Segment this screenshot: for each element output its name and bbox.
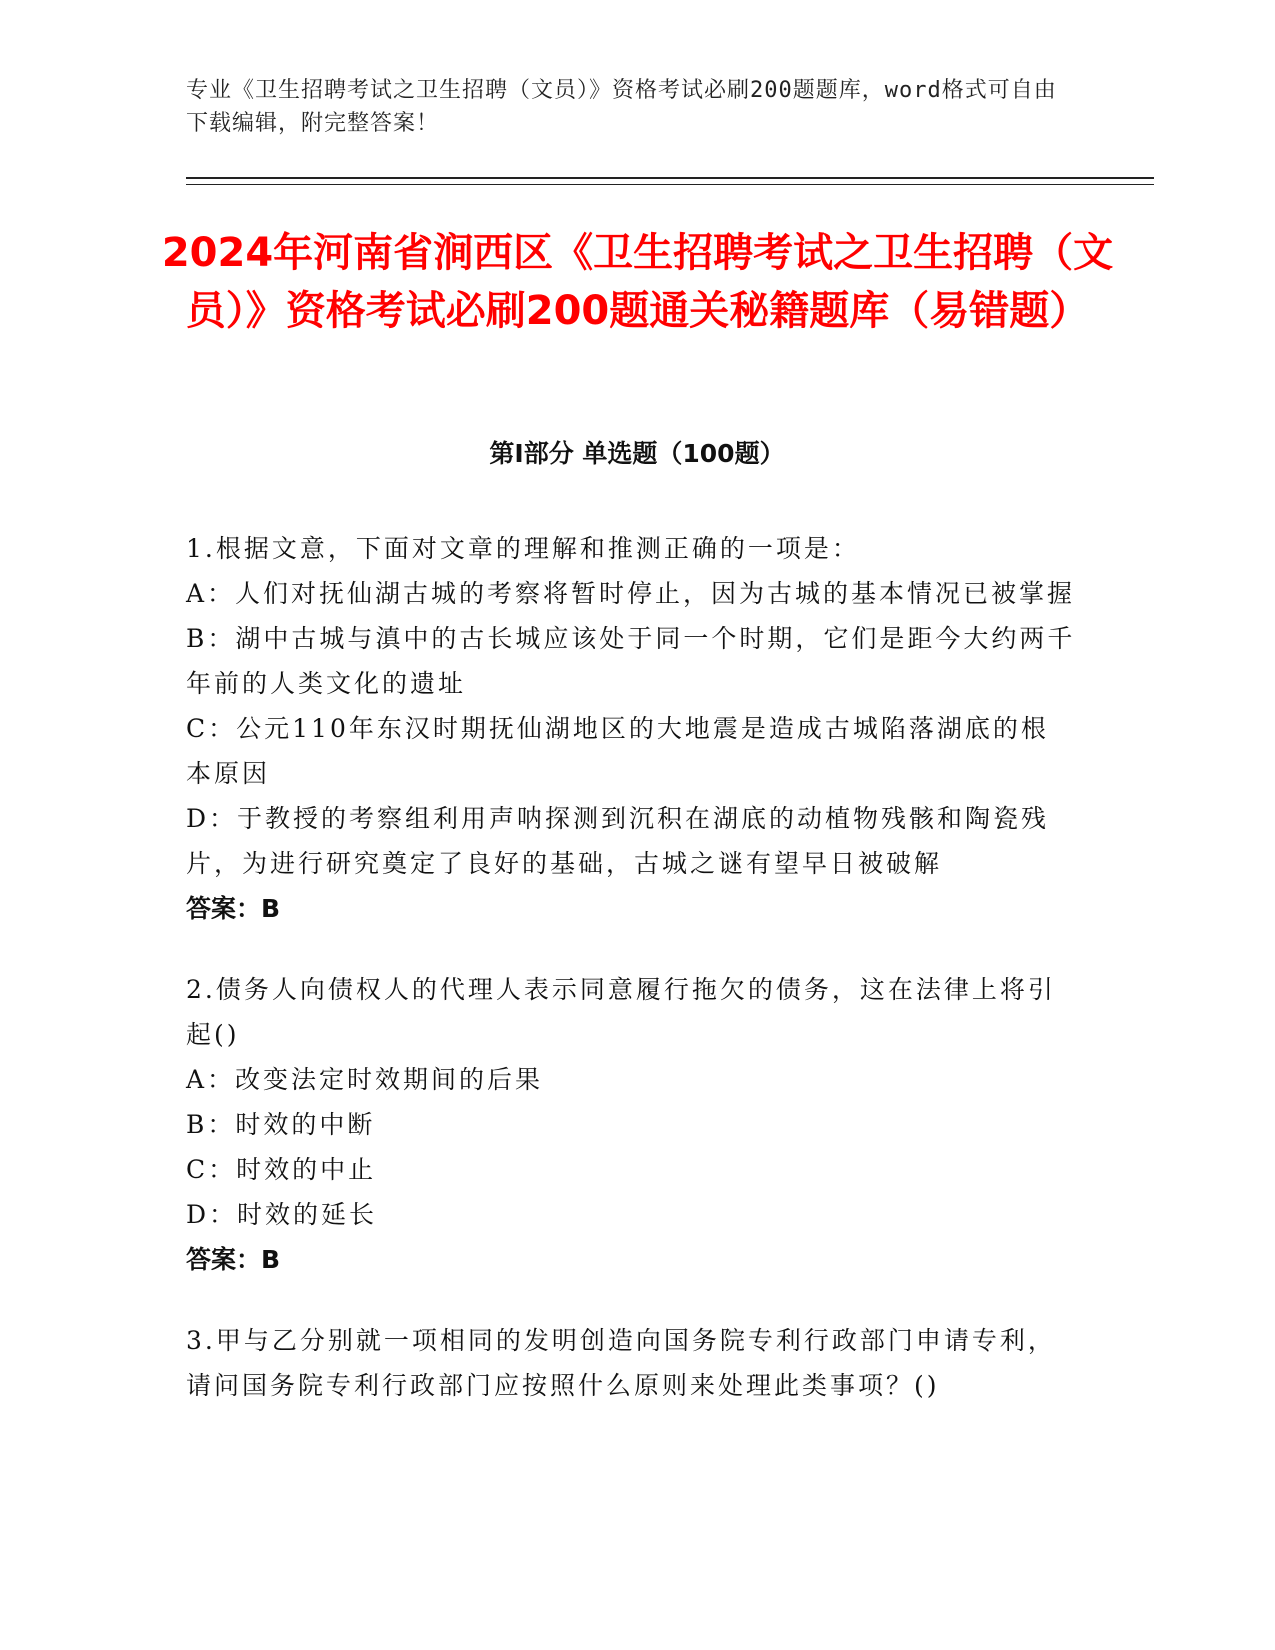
option-b: B：时效的中断 (186, 1110, 376, 1139)
answer-line: 答案：B (186, 894, 281, 923)
answer-line: 答案：B (186, 1245, 281, 1274)
question-stem: 2.债务人向债权人的代理人表示同意履行拖欠的债务，这在法律上将引起() (186, 975, 1056, 1049)
section-title: 第Ⅰ部分 单选题（100题） (489, 439, 785, 468)
option-d: D：于教授的考察组利用声呐探测到沉积在湖底的动植物残骸和陶瓷残片，为进行研究奠定了良好的基础，古城之谜有望早日被破解 (186, 804, 1050, 878)
question-1 (186, 526, 1076, 931)
question-stem: 1.根据文意，下面对文章的理解和推测正确的一项是： (186, 534, 860, 563)
document-title: 2024年河南省涧西区《卫生招聘考试之卫生招聘（文员）》资格考试必刷200题通关秘籍题库（易错题） (161, 230, 1114, 334)
option-c: C：时效的中止 (186, 1155, 377, 1184)
question-list (186, 526, 1076, 1444)
question-stem: 3.甲与乙分别就一项相同的发明创造向国务院专利行政部门申请专利，请问国务院专利行政部门应按照什么原则来处理此类事项？() (186, 1326, 1056, 1400)
header-divider-thick (186, 177, 1154, 179)
header-note: 专业《卫生招聘考试之卫生招聘（文员）》资格考试必刷200题题库，word格式可自由下载编辑，附完整答案！ (186, 78, 1057, 136)
option-a: A：人们对抚仙湖古城的考察将暂时停止，因为古城的基本情况已被掌握 (186, 579, 1076, 608)
question-3 (186, 1318, 1076, 1408)
option-d: D：时效的延长 (186, 1200, 378, 1229)
option-b: B：湖中古城与滇中的古长城应该处于同一个时期，它们是距今大约两千年前的人类文化的遗址 (186, 624, 1076, 698)
option-a: A：改变法定时效期间的后果 (186, 1065, 544, 1094)
option-c: C：公元110年东汉时期抚仙湖地区的大地震是造成古城陷落湖底的根本原因 (186, 714, 1049, 788)
header-divider-thin (186, 184, 1154, 185)
question-2 (186, 967, 1076, 1282)
